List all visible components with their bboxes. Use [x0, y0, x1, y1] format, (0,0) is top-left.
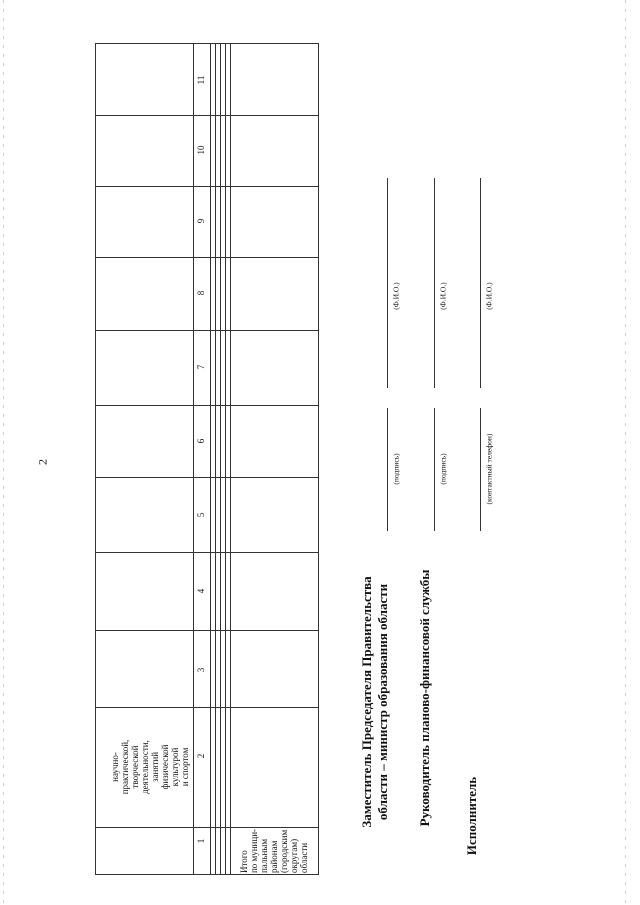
total-row-label: Итого по муници- пальным районам (городским округам) области: [239, 828, 309, 874]
table-col-divider: [95, 405, 319, 406]
table-col-divider: [95, 330, 319, 331]
scan-edge-right: [625, 0, 626, 905]
column-number: 5: [196, 512, 206, 518]
table-col-divider: [95, 186, 319, 187]
signature-title: Руководитель планово-финансовой службы: [417, 569, 432, 827]
table-col-divider: [95, 115, 319, 116]
table-col-number-line: [215, 43, 216, 874]
table-col-divider: [95, 257, 319, 258]
signature-line: [434, 408, 435, 531]
table-col-number-line: [193, 43, 194, 874]
signature-line: [387, 408, 388, 531]
fio-hint: (Ф.И.О.): [391, 282, 401, 310]
table-col-number-line: [220, 43, 221, 874]
column-number: 7: [196, 364, 206, 370]
column-number: 3: [196, 667, 206, 673]
fio-line: [480, 178, 481, 388]
table-col-divider: [95, 630, 319, 631]
phone-line: [480, 408, 481, 531]
column-number: 6: [196, 438, 206, 444]
table-col-divider: [95, 477, 319, 478]
table-row-divider: [225, 43, 226, 874]
fio-line: [434, 178, 435, 388]
signature-hint: (подпись): [391, 453, 401, 485]
column-number: 1: [196, 838, 206, 844]
fio-hint: (Ф.И.О.): [484, 282, 494, 310]
table-header-col2: научно- практической, творческой деятельности, занятий физической культурой и спортом: [110, 739, 190, 795]
scan-edge-left: [3, 0, 4, 905]
page-number: 2: [35, 459, 50, 465]
column-number: 9: [196, 218, 206, 224]
table-col-divider: [95, 552, 319, 553]
signature-hint: (подпись): [438, 453, 448, 485]
signature-title: области – министр образования области: [375, 583, 390, 821]
column-number: 2: [196, 753, 206, 759]
table-col-divider: [95, 707, 319, 708]
table-border-right: [318, 43, 319, 874]
table-col-divider: [95, 827, 319, 828]
signature-title: Заместитель Председателя Правительства: [359, 576, 374, 828]
table-row-divider: [230, 43, 231, 874]
signature-title: Исполнитель: [464, 776, 479, 856]
table-border-top: [95, 43, 319, 44]
column-number: 11: [196, 75, 206, 85]
fio-hint: (Ф.И.О.): [438, 282, 448, 310]
table-col-number-line: [210, 43, 211, 874]
column-number: 10: [196, 145, 206, 155]
table-border-left: [95, 43, 96, 874]
fio-line: [387, 178, 388, 388]
phone-hint: (контактный телефон): [484, 433, 494, 505]
column-number: 8: [196, 290, 206, 296]
table-border-bottom: [95, 874, 319, 875]
column-number: 4: [196, 588, 206, 594]
